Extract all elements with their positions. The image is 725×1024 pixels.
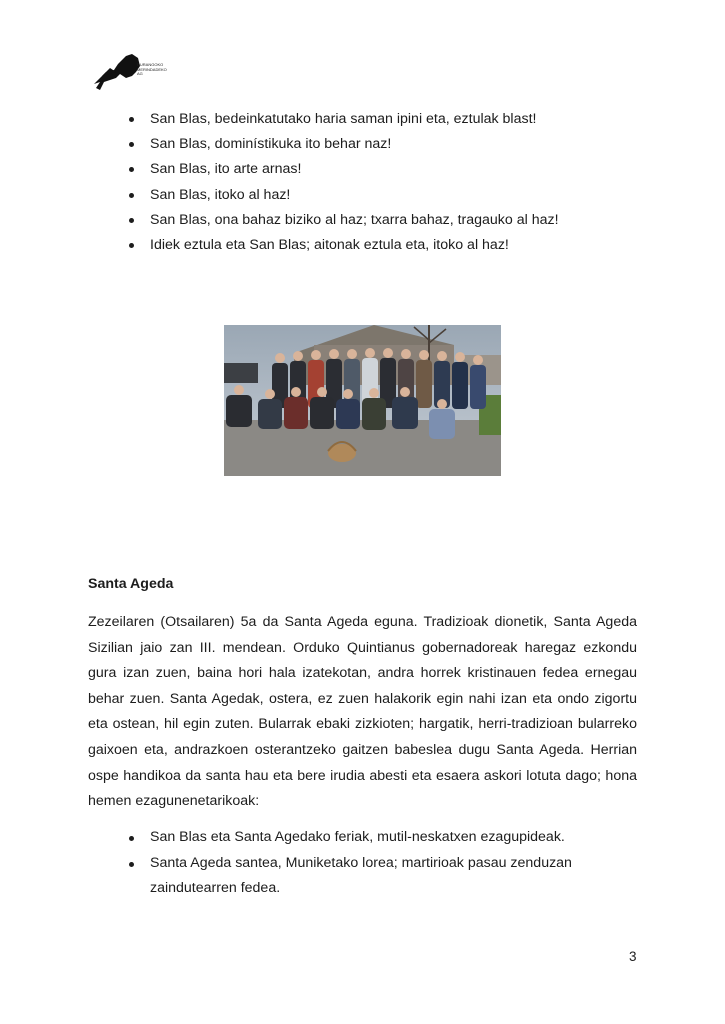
list-item: San Blas, ona bahaz biziko al haz; txarra bahaz, tragauko al haz! [129, 210, 559, 235]
logo-text-line: MERINDADEKO [137, 66, 167, 72]
list-item: San Blas, ito arte arnas! [129, 159, 559, 184]
logo-text-line: DURANGOKO [137, 62, 164, 67]
santa-ageda-sayings-list [129, 825, 589, 902]
list-item: Santa Ageda santea, Muniketako lorea; martirioak pasau zenduzan zaindutearren fedea. [129, 851, 589, 902]
list-item: San Blas, bedeinkatutako haria saman ipini eta, eztulak blast! [129, 109, 559, 134]
section-paragraph: Zezeilaren (Otsailaren) 5a da Santa Ageda eguna. Tradizioak dionetik, Santa Ageda Sizilian jaio zan III. mendean. Orduko Quintianus gobernadoreak haregaz ezkondu gura izan zuen, baina hori hala izatekotan, andra horrek kristinauen fedea ernegau behar zuen. Santa Agedak, ostera, ez zuen halakorik egin nahi izan eta ondo zigortu eta ostean, hil egin zuten. Bularrak ebaki zizkioten; hargatik, herri-tradizioan bularreko gaixoen eta, andrazkoen osterantzeko gaitzen babeslea dugu Santa Ageda. Herrian ospe handikoa da santa hau eta bere irudia abesti eta esaera askori lotuta dago; hona hemen ezagunenetarikoak: [88, 614, 637, 810]
page-number: 3 [629, 949, 637, 964]
group-photo [224, 325, 501, 476]
list-item: San Blas eta Santa Agedako feriak, mutil-neskatxen ezagupideak. [129, 825, 589, 851]
logo-text-line: AG [137, 71, 143, 76]
group-photo-illustration [224, 325, 501, 476]
logo-text [137, 63, 167, 77]
san-blas-sayings-list [129, 109, 559, 260]
section-title: Santa Ageda [88, 576, 174, 592]
list-item: Idiek eztula eta San Blas; aitonak eztula eta, itoko al haz! [129, 235, 559, 260]
list-item: San Blas, itoko al haz! [129, 185, 559, 210]
list-item: San Blas, dominístikuka ito behar naz! [129, 134, 559, 159]
